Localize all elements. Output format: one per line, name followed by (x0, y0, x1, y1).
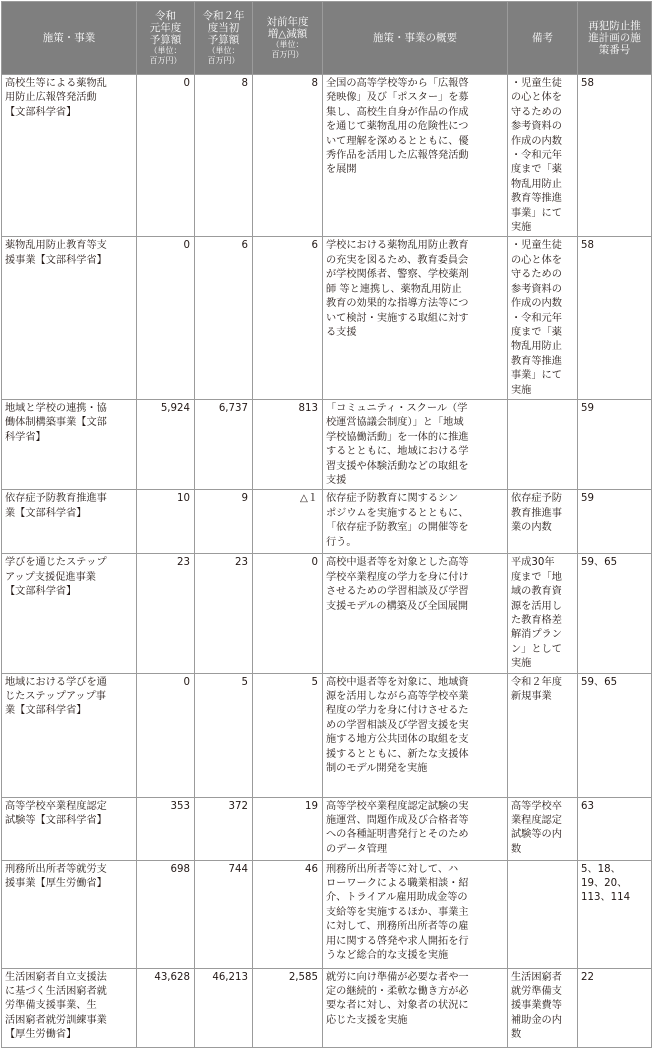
cell-text: 地域と学校の連携・協 働体制構築事業【文部 科学省】 (5, 402, 107, 443)
cell-remarks (508, 860, 578, 968)
cell-summary (323, 860, 508, 968)
cell-text: 5、18、 19、20、 113、114 (581, 863, 631, 904)
cell-fy2020 (195, 237, 253, 399)
cell-text: 23 (235, 557, 248, 569)
cell-fy2019 (137, 75, 195, 237)
header-fy2020: 令和２年 度当初 予算額 （単位： 百万円） (195, 2, 253, 75)
header-fy2019: 令和 元年度 予算額 （単位： 百万円） (137, 2, 195, 75)
cell-text: 学校における薬物乱用防止教育 の充実を図るため、教育委員会 が学校関係者、警察、学校薬剤 師 等と連携し、薬物乱用防止 教育の効果的な指導方法等につ いて検討・実施する取組に対す る支援 (326, 240, 469, 338)
table-row (2, 75, 652, 237)
cell-name (2, 75, 137, 237)
cell-text: 高校中退者等を対象とした高等 学校卒業程度の学力を身に付け させるための学習相談及び学習 支援モデルの構築及び全国展開 (326, 557, 469, 612)
cell-name (2, 237, 137, 399)
cell-text: ・児童生徒 の心と体を 守るための 参考資料の 作成の内数 ・令和元年 度まで「薬 物乱用防止 教育等推進 事業」にて 実施 (511, 240, 562, 396)
cell-remarks (508, 399, 578, 489)
table-row (2, 554, 652, 673)
budget-table (1, 1, 652, 1048)
cell-text: 5 (241, 676, 248, 688)
table-row (2, 968, 652, 1047)
cell-name (2, 797, 137, 860)
table-row (2, 797, 652, 860)
cell-remarks (508, 237, 578, 399)
cell-plan-no (578, 673, 652, 797)
header-name: 施策・事業 (2, 2, 137, 75)
table-row (2, 673, 652, 797)
cell-remarks (508, 797, 578, 860)
cell-summary (323, 797, 508, 860)
cell-text: 6,737 (218, 402, 248, 414)
cell-plan-no (578, 399, 652, 489)
cell-text: 5,924 (160, 402, 190, 414)
cell-text: 0 (183, 676, 190, 688)
cell-text: 依存症予防教育推進事 業【文部科学省】 (5, 493, 107, 519)
header-summary: 施策・事業の概要 (323, 2, 508, 75)
cell-text: 59 (581, 402, 594, 414)
cell-text: 6 (311, 240, 318, 252)
cell-text: 6 (241, 240, 248, 252)
cell-fy2019 (137, 673, 195, 797)
cell-text: 5 (311, 676, 318, 688)
cell-text: 高校生等による薬物乱 用防止広報啓発活動 【文部科学省】 (5, 78, 107, 118)
cell-text: 「コミュニティ・スクール（学 校運営協議会制度）」と「地域 学校協働活動」を一体的に推進 するとともに、地域における学 習支援や体験活動などの取組を 支援 (326, 402, 469, 486)
cell-fy2020 (195, 75, 253, 237)
cell-change (253, 554, 323, 673)
header-change-unit: （単位： 百万円） (271, 40, 304, 59)
cell-remarks (508, 673, 578, 797)
cell-name (2, 968, 137, 1047)
cell-fy2019 (137, 797, 195, 860)
table-row (2, 490, 652, 554)
cell-fy2020 (195, 968, 253, 1047)
cell-text: 学びを通じたステップ アップ支援促進事業 【文部科学省】 (5, 557, 107, 598)
cell-name (2, 490, 137, 554)
cell-fy2019 (137, 554, 195, 673)
header-fy2019-unit: （単位： 百万円） (149, 46, 182, 65)
cell-text: 63 (581, 800, 594, 812)
cell-change (253, 797, 323, 860)
cell-text: 刑務所出所者等に対して、ハ ローワークによる職業相談・紹 介、トライアル雇用助成金等の 支給等を実施するほか、事業主 に対して、刑務所出所者等の雇 用に関する啓発や求人開拓を行 うなど総合的な支援を実施 (326, 863, 469, 962)
cell-remarks (508, 968, 578, 1047)
cell-text: 46 (305, 863, 318, 875)
cell-text: 刑務所出所者等就労支 援事業【厚生労働省】 (5, 863, 107, 890)
cell-summary (323, 75, 508, 237)
cell-text: ・児童生徒 の心と体を 守るための 参考資料の 作成の内数 ・令和元年 度まで「薬 物乱用防止 教育等推進 事業」にて 実施 (511, 78, 562, 234)
cell-change (253, 75, 323, 237)
cell-text: 8 (311, 78, 318, 89)
table-row (2, 237, 652, 399)
cell-text: 59 (581, 493, 594, 505)
cell-summary (323, 399, 508, 489)
cell-plan-no (578, 75, 652, 237)
cell-text: 813 (298, 402, 318, 414)
cell-fy2020 (195, 673, 253, 797)
cell-fy2020 (195, 860, 253, 968)
cell-change (253, 237, 323, 399)
cell-fy2019 (137, 399, 195, 489)
cell-text: 43,628 (154, 971, 190, 983)
header-change: 対前年度 増△減額 （単位： 百万円） (253, 2, 323, 75)
cell-text: 0 (311, 557, 318, 569)
cell-plan-no (578, 797, 652, 860)
cell-text: 生活困窮者自立支援法 に基づく生活困窮者就 労準備支援事業、生 活困窮者就労訓練事業 【厚生労働省】 (5, 971, 107, 1041)
cell-text: 高等学校卒 業程度認定 試験等の内 数 (511, 800, 562, 855)
cell-summary (323, 673, 508, 797)
cell-plan-no (578, 554, 652, 673)
cell-text: 薬物乱用防止教育等支 援事業【文部科学省】 (5, 240, 107, 266)
cell-text: 22 (581, 971, 594, 983)
cell-fy2020 (195, 399, 253, 489)
cell-text: 23 (177, 557, 190, 569)
cell-text: 59、65 (581, 676, 618, 688)
cell-fy2019 (137, 237, 195, 399)
cell-text: 地域における学びを通 じたステップアップ事 業【文部科学省】 (5, 676, 107, 717)
cell-text: 9 (241, 493, 248, 505)
cell-fy2020 (195, 797, 253, 860)
cell-name (2, 673, 137, 797)
cell-text: 2,585 (288, 971, 318, 983)
cell-text: 698 (170, 863, 190, 875)
cell-change (253, 673, 323, 797)
header-fy2020-unit: （単位： 百万円） (207, 46, 240, 65)
cell-text: 10 (177, 493, 190, 505)
cell-plan-no (578, 490, 652, 554)
header-remarks: 備考 (508, 2, 578, 75)
cell-text: 全国の高等学校等から「広報啓 発映像」及び「ポスター」を募 集し、高校生自身が作品の作成 を通じて薬物乱用の危険性につ いて理解を深めるとともに、優 秀作品を活用した広報啓発活動 を展開 (326, 78, 469, 176)
cell-plan-no (578, 968, 652, 1047)
cell-text: 353 (170, 800, 190, 812)
cell-text: 58 (581, 240, 594, 252)
cell-text: 生活困窮者 就労準備支 援事業費等 補助金の内 数 (511, 971, 562, 1041)
cell-text: 高等学校卒業程度認定試験の実 施運営、問題作成及び合格者等 への各種証明書発行とそのため のデータ管理 (326, 800, 469, 855)
cell-fy2019 (137, 860, 195, 968)
cell-change (253, 490, 323, 554)
cell-fy2020 (195, 490, 253, 554)
cell-text: 744 (228, 863, 248, 875)
cell-plan-no (578, 237, 652, 399)
cell-fy2019 (137, 490, 195, 554)
cell-summary (323, 237, 508, 399)
cell-change (253, 968, 323, 1047)
cell-text: 372 (228, 800, 248, 812)
table-row (2, 399, 652, 489)
cell-text: 平成30年 度まで「地 域の教育資 源を活用し た教育格差 解消プラン ン」として 実施 (511, 557, 562, 670)
cell-summary (323, 968, 508, 1047)
cell-text: 46,213 (212, 971, 248, 983)
cell-text: 0 (183, 78, 190, 89)
cell-text: 就労に向け準備が必要な者や一 定の継続的・柔軟な働き方が必 要な者に対し、対象者の状況に 応じた支援を実施 (326, 971, 469, 1026)
cell-fy2019 (137, 968, 195, 1047)
cell-text: 19 (305, 800, 318, 812)
cell-change (253, 860, 323, 968)
cell-summary (323, 554, 508, 673)
header-plan-no: 再犯防止推 進計画の施 策番号 (578, 2, 652, 75)
cell-remarks (508, 554, 578, 673)
cell-summary (323, 490, 508, 554)
cell-name (2, 860, 137, 968)
header-row (2, 2, 652, 75)
cell-text: 依存症予防 教育推進事 業の内数 (511, 493, 562, 534)
cell-remarks (508, 75, 578, 237)
cell-fy2020 (195, 554, 253, 673)
cell-text: 令和２年度 新規事業 (511, 676, 562, 703)
cell-change (253, 399, 323, 489)
cell-text: 高等学校卒業程度認定 試験等【文部科学省】 (5, 800, 107, 827)
cell-text: 高校中退者等を対象に、地域資 源を活用しながら高等学校卒業 程度の学力を身に付けさせるた めの学習相談及び学習支援を実 施する地方公共団体の取組を支 援するとともに、新たな支援体 制のモデル開発を実施 (326, 676, 469, 775)
cell-text: 58 (581, 78, 594, 89)
cell-text: △１ (299, 493, 318, 505)
cell-name (2, 554, 137, 673)
cell-text: 依存症予防教育に関するシン ポジウムを実施するとともに、 「依存症予防教室」の開催等を 行う。 (326, 493, 469, 548)
cell-text: 0 (183, 240, 190, 252)
cell-plan-no (578, 860, 652, 968)
cell-text: 8 (241, 78, 248, 89)
cell-name (2, 399, 137, 489)
table-row (2, 860, 652, 968)
cell-remarks (508, 490, 578, 554)
cell-text: 59、65 (581, 557, 618, 569)
